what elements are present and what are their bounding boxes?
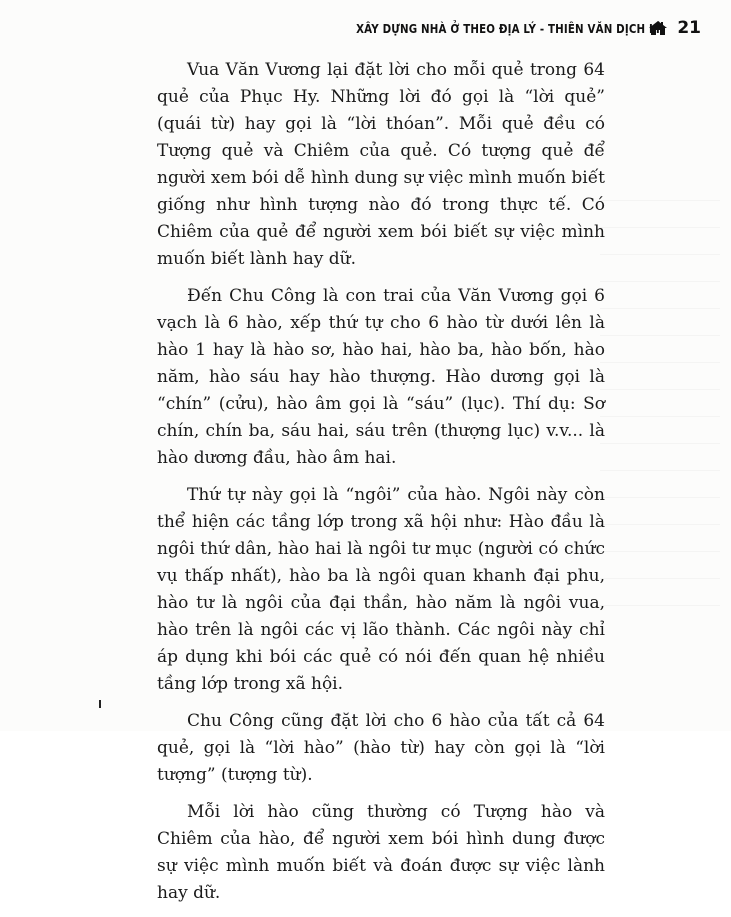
page-number: 21: [677, 18, 701, 38]
paragraph: Chu Công cũng đặt lời cho 6 hào của tất cả 64 quẻ, gọi là “lời hào” (hào từ) hay còn gọi là “lời tượng” (tượng từ).: [157, 711, 605, 785]
paragraph: Mỗi lời hào cũng thường có Tượng hào và Chiêm của hào, để người xem bói hình dung được sự việc mình muốn biết và đoán được sự việc lành hay dữ.: [157, 802, 605, 903]
paragraph: Thứ tự này gọi là “ngôi” của hào. Ngôi này còn thể hiện các tầng lớp trong xã hội như: Hào đầu là ngôi thứ dân, hào hai là ngôi tư mục (người có chức vụ thấp nhất), hào ba là ngôi quan khanh đại phu, hào tư là ngôi của đại thần, hào năm là ngôi vua, hào trên là ngôi các vị lão thành. Các ngôi này chỉ áp dụng khi bói các quẻ có nói đến quan hệ nhiều tầng lớp trong xã hội.: [157, 485, 605, 694]
running-header-title: XÂY DỰNG NHÀ Ở THEO ĐỊA LÝ - THIÊN VĂN DỊCH LÝ: [355, 20, 662, 36]
show-through-texture: [600, 200, 720, 620]
body-text: [157, 57, 605, 917]
paragraph: Vua Văn Vương lại đặt lời cho mỗi quẻ trong 64 quẻ của Phục Hy. Những lời đó gọi là “lời quẻ” (quái từ) hay gọi là “lời thóan”. Mỗi quẻ đều có Tượng quẻ và Chiêm của quẻ. Có tượng quẻ để người xem bói dễ hình dung sự việc mình muốn biết giống như hình tượng nào đó trong thực tế. Có Chiêm của quẻ để người xem bói biết sự việc mình muốn biết lành hay dữ.: [157, 60, 605, 269]
running-header: [300, 13, 701, 43]
paragraph: Đến Chu Công là con trai của Văn Vương gọi 6 vạch là 6 hào, xếp thứ tự cho 6 hào từ dưới lên là hào 1 hay là hào sơ, hào hai, hào ba, hào bốn, hào năm, hào sáu hay hào thượng. Hào dương gọi là “chín” (cửu), hào âm gọi là “sáu” (lục). Thí dụ: Sơ chín, chín ba, sáu hai, sáu trên (thượng lục) v.v... là hào dương đầu, hào âm hai.: [157, 286, 605, 468]
margin-mark: [99, 700, 101, 708]
